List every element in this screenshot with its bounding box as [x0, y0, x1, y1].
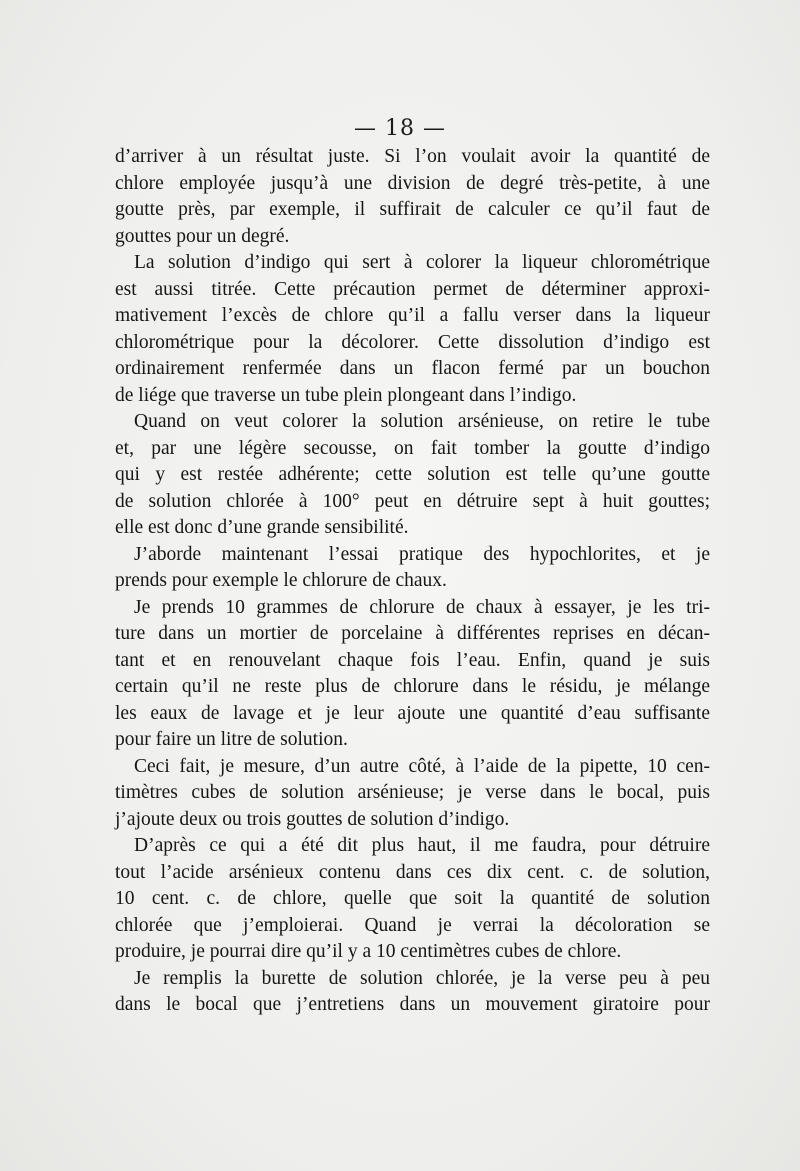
paragraph [115, 595, 710, 754]
paragraph [115, 966, 710, 1019]
text-line: Quand on veut colorer la solution arsénieuse, on retire le tube [134, 411, 710, 432]
text-line: Je remplis la burette de solution chlorée, je la verse peu à peu [134, 967, 710, 989]
text-line: produire, je pourrai dire qu’il y a 10 centimètres cubes de chlore. [115, 941, 622, 962]
text-line: 10 cent. c. de chlore, quelle que soit la quantité de solution [115, 888, 710, 909]
text-line: tout l’acide arsénieux contenu dans ces dix cent. c. de solution, [115, 861, 710, 883]
text-line: et, par une légère secousse, on fait tomber la goutte d’indigo [115, 437, 710, 459]
text-line: elle est donc d’une grande sensibilité. [115, 517, 409, 538]
text-line: chlorométrique pour la décolorer. Cette dissolution d’indigo est [115, 331, 710, 353]
text-line: d’arriver à un résultat juste. Si l’on voulait avoir la quantité de [115, 146, 710, 167]
paragraph [115, 542, 710, 595]
text-line: de solution chlorée à 100° peut en détruire sept à huit gouttes; [115, 490, 710, 512]
text-line: chlorée que j’emploierai. Quand je verrai la décoloration se [115, 914, 710, 936]
text-line: prends pour exemple le chlorure de chaux. [115, 570, 447, 591]
paragraph [115, 409, 710, 542]
text-line: ture dans un mortier de porcelaine à différentes reprises en décan- [115, 623, 710, 644]
paragraph [115, 250, 710, 409]
text-line: est aussi titrée. Cette précaution permet de déterminer approxi- [115, 278, 710, 300]
body-text [115, 144, 710, 1019]
text-line: pour faire un litre de solution. [115, 729, 348, 750]
text-line: timètres cubes de solution arsénieuse; je verse dans le bocal, puis [115, 782, 710, 803]
text-line: gouttes pour un degré. [115, 225, 290, 247]
text-line: ordinairement renfermée dans un flacon fermé par un bouchon [115, 358, 710, 379]
text-line: dans le bocal que j’entretiens dans un mouvement giratoire pour [115, 994, 710, 1015]
page-number: — 18 — [354, 116, 446, 141]
text-line: J’aborde maintenant l’essai pratique des hypochlorites, et je [134, 543, 710, 565]
text-line: Je prends 10 grammes de chlorure de chaux à essayer, je les tri- [134, 596, 710, 618]
text-line: de liége que traverse un tube plein plongeant dans l’indigo. [115, 384, 577, 406]
text-line: tant et en renouvelant chaque fois l’eau. Enfin, quand je suis [115, 649, 710, 671]
text-line: j’ajoute deux ou trois gouttes de solution d’indigo. [115, 808, 510, 830]
text-line: mativement l’excès de chlore qu’il a fallu verser dans la liqueur [115, 305, 710, 326]
paragraph [115, 144, 710, 250]
text-line: les eaux de lavage et je leur ajoute une quantité d’eau suffisante [115, 702, 710, 724]
text-line: chlore employée jusqu’à une division de degré très-petite, à une [115, 172, 710, 194]
text-line: certain qu’il ne reste plus de chlorure dans le résidu, je mélange [115, 676, 710, 697]
text-line: La solution d’indigo qui sert à colorer la liqueur chlorométrique [134, 252, 710, 273]
paragraph [115, 833, 710, 966]
text-line: goutte près, par exemple, il suffirait de calculer ce qu’il faut de [115, 199, 710, 220]
text-line: D’après ce qui a été dit plus haut, il me faudra, pour détruire [134, 835, 710, 856]
paragraph [115, 754, 710, 834]
text-line: qui y est restée adhérente; cette solution est telle qu’une goutte [115, 464, 710, 485]
text-line: Ceci fait, je mesure, d’un autre côté, à l’aide de la pipette, 10 cen- [134, 755, 710, 777]
